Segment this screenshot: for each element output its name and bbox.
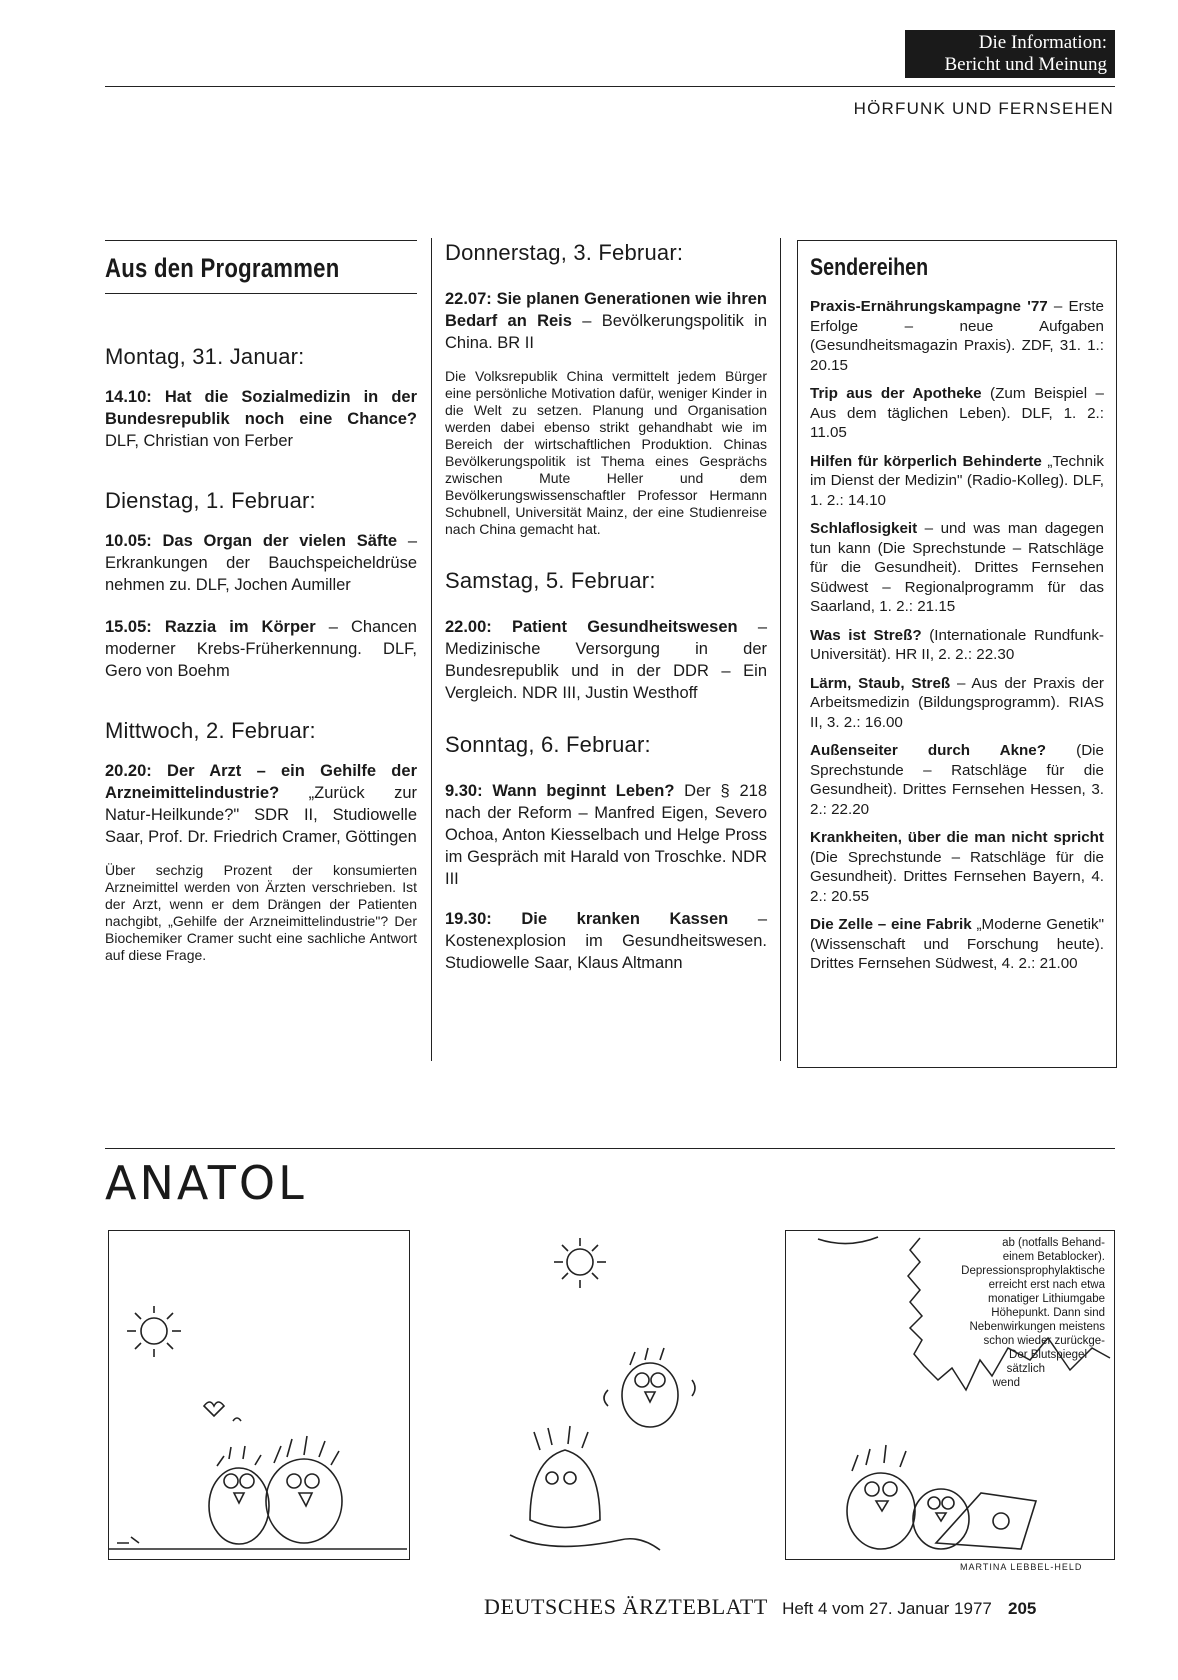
column-divider xyxy=(780,238,781,1061)
series-item xyxy=(810,915,1104,974)
programmes-title: Aus den Programmen xyxy=(105,253,340,283)
programme-entry xyxy=(105,760,417,848)
title-rule-bottom xyxy=(105,293,417,294)
series-item xyxy=(810,741,1104,819)
caption-line: sätzlich xyxy=(1006,1363,1045,1375)
entry-details: „Zurück zur Natur-Heilkunde?" SDR II, Studiowelle Saar, Prof. Dr. Friedrich Cramer, Göttingen xyxy=(105,784,417,846)
series-details: „Moderne Genetik" (Wissenschaft und Forschung heute). Drittes Fernsehen Südwest, 4. 2.: 21.00 xyxy=(810,916,1104,972)
sun-icon xyxy=(567,1249,593,1275)
caption-line: schon wieder zurückge- xyxy=(983,1335,1105,1347)
programme-entry xyxy=(445,288,767,354)
bird-flying xyxy=(622,1363,678,1427)
panel-2-drawing xyxy=(430,1200,760,1560)
cartoon-title: ANATOL xyxy=(105,1156,307,1210)
series-headline: Außenseiter durch Akne? xyxy=(810,742,1047,759)
bird-melting xyxy=(530,1450,600,1528)
entry-headline: 22.07: Sie planen Generationen wie ihren Bedarf an Reis xyxy=(445,290,767,330)
sendereihen-title: Sendereihen xyxy=(810,254,929,281)
entry-details: – Kostenexplosion im Gesundheitswesen. Studiowelle Saar, Klaus Altmann xyxy=(445,910,768,972)
entry-headline: 19.30: Die kranken Kassen xyxy=(445,910,729,928)
series-headline: Die Zelle – eine Fabrik xyxy=(810,916,972,933)
programme-entry xyxy=(105,530,417,596)
cartoon-panel-2 xyxy=(430,1200,760,1560)
entry-headline: 9.30: Wann beginnt Leben? xyxy=(445,782,675,800)
caption-line: Höhepunkt. Dann sind xyxy=(991,1307,1105,1319)
entry-headline: 10.05: Das Organ der vielen Säfte xyxy=(105,532,398,550)
series-details: – Aus der Praxis der Arbeitsmedizin (Bildungsprogramm). RIAS II, 3. 2.: 16.00 xyxy=(810,674,1104,731)
cartoon-rule xyxy=(105,1148,1115,1149)
caption-line: erreicht erst nach etwa xyxy=(988,1279,1105,1291)
cartoon-signature: MARTINA LEBBEL-HELD xyxy=(960,1562,1083,1572)
caption-tear-edge xyxy=(880,1230,1115,1400)
column-divider xyxy=(431,238,432,1061)
series-details: (Die Sprechstunde – Ratschläge für die Gesundheit). Drittes Fernsehen Bayern, 4. 2.: 20.55 xyxy=(810,848,1104,905)
series-details: (Die Sprechstunde – Ratschläge für die Gesundheit). Drittes Fernsehen Hessen, 3. 2.: 22.20 xyxy=(810,742,1104,818)
series-item xyxy=(810,626,1104,665)
page-footer xyxy=(484,1594,1036,1620)
bird-left xyxy=(209,1468,269,1544)
series-item xyxy=(810,384,1104,443)
bird-right xyxy=(913,1489,969,1549)
panel-1-drawing xyxy=(109,1231,407,1557)
programme-entry xyxy=(445,616,767,704)
cartoon-panel-1 xyxy=(108,1230,410,1560)
day-heading: Dienstag, 1. Februar: xyxy=(105,488,316,513)
header-rule xyxy=(105,86,1115,87)
programme-entry xyxy=(105,386,417,452)
programme-entry xyxy=(445,780,767,890)
entry-details: – Erkrankungen der Bauchspeicheldrüse nehmen zu. DLF, Jochen Aumiller xyxy=(105,532,417,594)
series-item xyxy=(810,452,1104,511)
entry-headline: 14.10: Hat die Sozialmedizin in der Bundesrepublik noch eine Chance? xyxy=(105,388,417,428)
series-headline: Trip aus der Apotheke xyxy=(810,385,982,402)
sendereihen-box xyxy=(797,240,1117,1068)
series-headline: Schlaflosigkeit xyxy=(810,520,918,537)
page-number: 205 xyxy=(1008,1599,1037,1618)
caption-line: Depressionsprophylaktische xyxy=(961,1265,1105,1277)
day-heading: Montag, 31. Januar: xyxy=(105,344,305,369)
caption-line: Der Blutspiegel xyxy=(1009,1349,1087,1361)
programme-entry xyxy=(105,616,417,682)
title-rule-top xyxy=(105,240,417,241)
entry-details: Der § 218 nach der Reform – Manfred Eigen, Severo Ochoa, Anton Kiesselbach und Helge Pross im Gespräch mit Harald von Troschke. NDR III xyxy=(445,782,767,888)
bird-left xyxy=(847,1473,915,1549)
series-item xyxy=(810,519,1104,617)
series-details: „Technik im Dienst der Medizin" (Radio-Kolleg). DLF, 1. 2.: 14.10 xyxy=(810,452,1104,509)
badge-line-2: Bericht und Meinung xyxy=(944,54,1107,75)
series-details: (Zum Beispiel – Aus dem täglichen Leben). DLF, 1. 2.: 11.05 xyxy=(810,385,1104,441)
entry-details: DLF, Christian von Ferber xyxy=(105,432,293,450)
series-item xyxy=(810,674,1104,733)
series-headline: Krankheiten, über die man nicht spricht xyxy=(810,829,1104,846)
day-heading: Mittwoch, 2. Februar: xyxy=(105,718,316,743)
series-details: (Internationale Rundfunk-Universität). HR II, 2. 2.: 22.30 xyxy=(810,626,1104,663)
entry-headline: 22.00: Patient Gesundheitswesen xyxy=(445,618,738,636)
entry-details: – Chancen moderner Krebs-Früherkennung. DLF, Gero von Boehm xyxy=(105,618,417,680)
entry-headline: 20.20: Der Arzt – ein Gehilfe der Arzneimittelindustrie? xyxy=(105,762,417,802)
newspaper xyxy=(936,1493,1036,1549)
section-badge xyxy=(905,30,1115,78)
caption-line: ab (notfalls Behand- xyxy=(1002,1237,1105,1249)
caption-line: wend xyxy=(992,1377,1020,1389)
caption-line: einem Betablocker). xyxy=(1002,1251,1105,1263)
section-label: HÖRFUNK UND FERNSEHEN xyxy=(853,99,1114,118)
day-heading: Donnerstag, 3. Februar: xyxy=(445,240,684,265)
programme-note: Über sechzig Prozent der konsumierten Arzneimittel werden von Ärzten verschrieben. Ist der Arzt, wenn er dem Drängen der Patienten nachgibt, „Gehilfe der Arzneimittelindustrie"? Der Biochemiker Cramer sucht eine sachliche Antwort auf diese Frage. xyxy=(105,862,417,963)
caption-line: Nebenwirkungen meistens xyxy=(969,1321,1105,1333)
entry-headline: 15.05: Razzia im Körper xyxy=(105,618,316,636)
series-headline: Hilfen für körperlich Behinderte xyxy=(810,452,1042,470)
column-2 xyxy=(445,240,767,988)
series-details: – und was man dagegen tun kann (Die Sprechstunde – Ratschläge für die Gesundheit). Drittes Fernsehen Südwest – Regionalprogramm für das Saarland, 1. 2.: 21.15 xyxy=(810,520,1104,615)
issue-info: Heft 4 vom 27. Januar 1977 xyxy=(782,1599,992,1618)
programme-entry xyxy=(445,908,767,974)
badge-line-1: Die Information: xyxy=(978,32,1107,53)
column-1 xyxy=(105,240,417,978)
sun-icon xyxy=(141,1318,167,1344)
day-heading: Sonntag, 6. Februar: xyxy=(445,732,651,757)
series-headline: Lärm, Staub, Streß xyxy=(810,674,951,692)
series-headline: Was ist Streß? xyxy=(810,626,922,644)
series-item xyxy=(810,297,1104,375)
series-details: – Erste Erfolge – neue Aufgaben (Gesundheitsmagazin Praxis). ZDF, 31. 1.: 20.15 xyxy=(810,298,1104,374)
programme-note: Die Volksrepublik China vermittelt jedem Bürger eine persönliche Motivation dafür, weniger Kinder in die Welt zu setzen. Planung und Organisation werden dabei ebenso strikt gehandhabt wie im Bereich der wirtschaftlichen Produktion. Chinas Bevölkerungspolitik ist Thema eines Gesprächs zwischen Mute Heller und dem Bevölkerungswissenschaftler Professor Hermann Schubnell, Universität Mainz, der eine Studienreise nach China gemacht hat. xyxy=(445,368,767,537)
entry-details: – Medizinische Versorgung in der Bundesrepublik und in der DDR – Ein Vergleich. NDR III, Justin Westhoff xyxy=(445,618,768,702)
series-item xyxy=(810,828,1104,906)
day-heading: Samstag, 5. Februar: xyxy=(445,568,656,593)
magazine-name: DEUTSCHES ÄRZTEBLATT xyxy=(484,1594,768,1619)
series-headline: Praxis-Ernährungskampagne '77 xyxy=(810,298,1048,315)
entry-details: – Bevölkerungspolitik in China. BR II xyxy=(445,312,767,352)
caption-line: monatiger Lithiumgabe xyxy=(988,1293,1105,1305)
